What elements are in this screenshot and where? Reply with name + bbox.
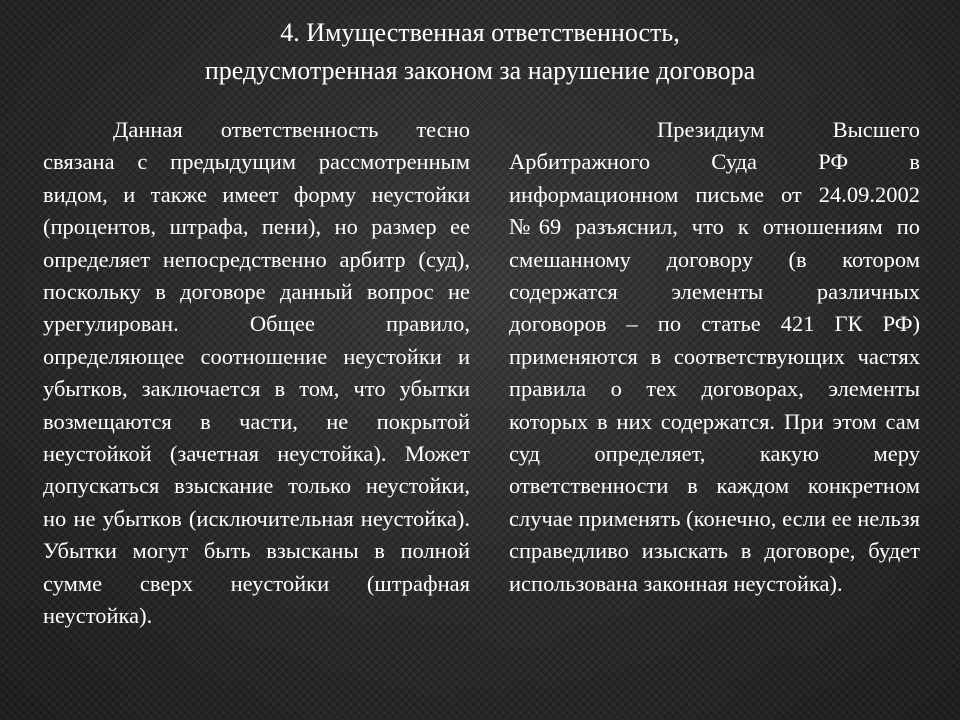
slide-title-line-1: 4. Имущественная ответственность, [280,18,680,47]
slide-title-line-2: предусмотренная законом за нарушение договора [204,56,756,85]
slide-title [60,14,900,90]
right-column-text: Президиум Высшего Арбитражного Суда РФ в информационном письме от 24.09.2002 №69 разъяснил, что к отношениям по смешанному договору (в котором содержатся элементы различных договоров – по статье 421 ГК РФ) применяются в соответствующих частях правила о тех договорах, элементы которых в них содержатся. При этом сам суд определяет, какую меру ответственности в каждом конкретном случае применять (конечно, если ее нельзя справедливо изыскать в договоре, будет использована законная неустойка). [509,117,920,596]
left-column-text: Данная ответственность тесно связана с предыдущим рассмотренным видом, и также имеет форму неустойки (процентов, штрафа, пени), но размер ее определяет непосредственно арбитр (суд), поскольку в договоре данный вопрос не урегулирован. Общее правило, определяющее соотношение неустойки и убытков, заключается в том, что убытки возмещаются в части, не покрытой неустойкой (зачетная неустойка). Может допускаться взыскание только неустойки, но не убытков (исключительная неустойка). Убытки могут быть взысканы в полной сумме сверх неустойки (штрафная неустойка). [43,117,470,629]
